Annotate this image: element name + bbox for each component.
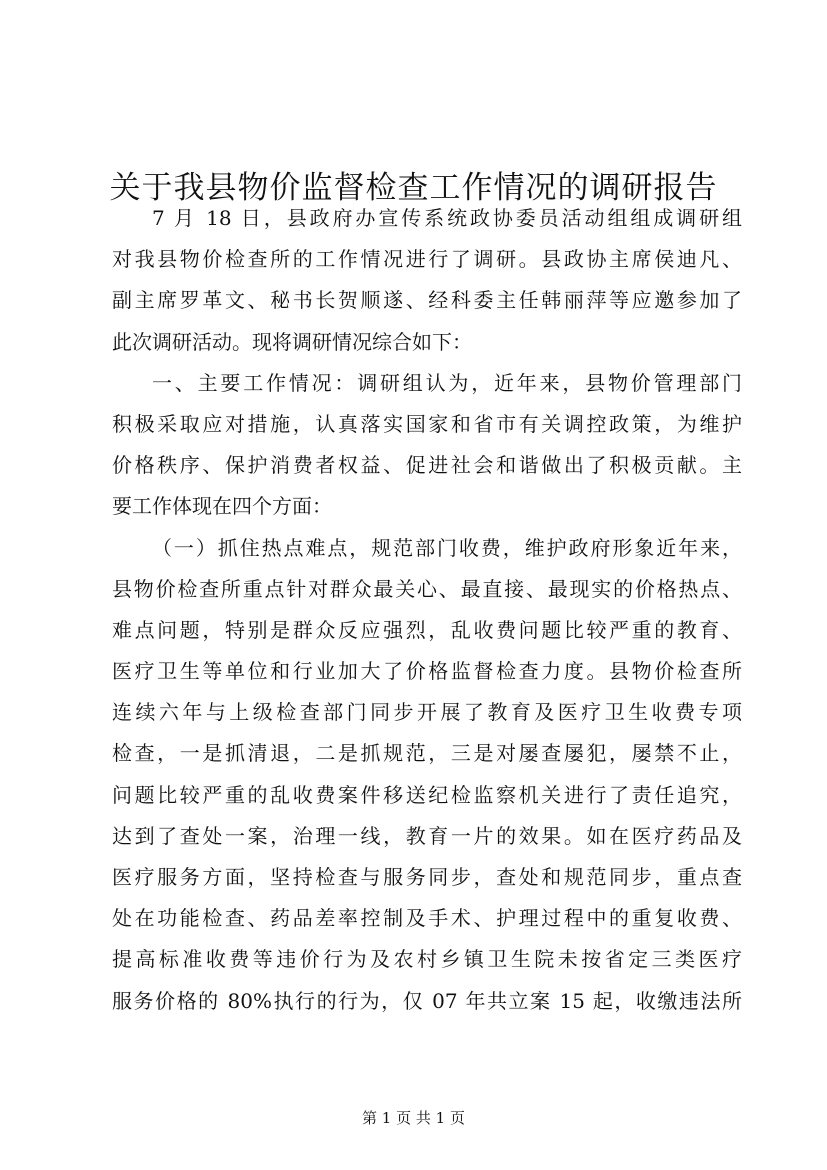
text-line: 医疗卫生等单位和行业加大了价格监督检查力度。县物价检查所 [112,659,742,684]
text-line: 服务价格的 80%执行的行为，仅 07 年共立案 15 起，收缴违法所 [112,988,742,1013]
text-line: 副主席罗革文、秘书长贺顺遂、经科委主任韩丽萍等应邀参加了 [112,288,742,313]
document-title: 关于我县物价监督检查工作情况的调研报告 [109,169,718,206]
text-line: 提高标准收费等违价行为及农村乡镇卫生院未按省定三类医疗 [112,947,742,972]
text-line: 连续六年与上级检查部门同步开展了教育及医疗卫生收费专项 [112,700,742,725]
text-line: 难点问题，特别是群众反应强烈，乱收费问题比较严重的教育、 [112,617,742,642]
text-line: 7 月 18 日，县政府办宣传系统政协委员活动组组成调研组 [152,206,742,230]
page-footer: 第 1 页 共 1 页 [362,1109,465,1127]
text-line: 检查，一是抓清退，二是抓规范，三是对屡查屡犯，屡禁不止， [112,741,742,766]
text-line: 要工作体现在四个方面： [112,494,332,519]
text-line: 处在功能检查、药品差率控制及手术、护理过程中的重复收费、 [112,906,742,931]
text-line: 医疗服务方面，坚持检查与服务同步，查处和规范同步，重点查 [112,865,742,889]
text-line: 达到了查处一案，治理一线，教育一片的效果。如在医疗药品及 [112,823,742,848]
document-body [112,198,742,1022]
text-line: 问题比较严重的乱收费案件移送纪检监察机关进行了责任追究， [112,782,742,807]
text-line: 价格秩序、保护消费者权益、促进社会和谐做出了积极贡献。主 [112,453,742,478]
text-line: 此次调研活动。现将调研情况综合如下： [112,329,472,354]
text-line: （一）抓住热点难点，规范部门收费，维护政府形象近年来， [152,535,742,560]
text-line: 积极采取应对措施，认真落实国家和省市有关调控政策，为维护 [112,411,742,436]
text-line: 县物价检查所重点针对群众最关心、最直接、最现实的价格热点、 [112,576,742,601]
text-line: 一、主要工作情况：调研组认为，近年来，县物价管理部门 [152,370,742,395]
text-line: 对我县物价检查所的工作情况进行了调研。县政协主席侯迪凡、 [112,247,742,272]
